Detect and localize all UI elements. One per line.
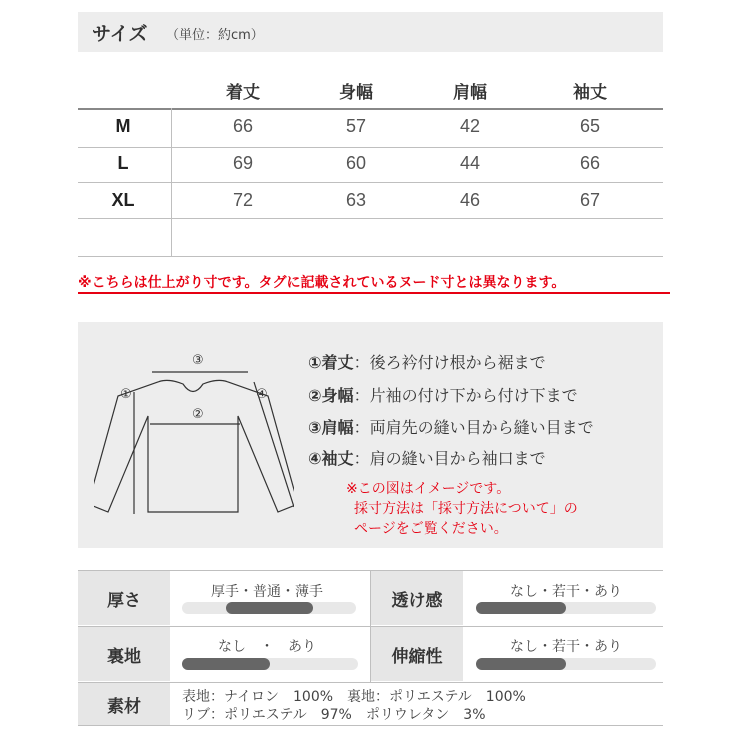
marker-4: ④	[256, 387, 268, 402]
stretch-bar	[476, 658, 656, 670]
legend-label: ①着丈	[308, 353, 354, 372]
lining-bar	[182, 658, 358, 670]
diagram-note-line: ページをご覧ください。	[354, 521, 508, 537]
shirt-diagram	[94, 342, 294, 552]
section-title: サイズ	[92, 23, 148, 45]
stretch-bar-fill	[476, 658, 566, 670]
attr-label-sheer: 透け感	[371, 571, 463, 625]
row-divider	[78, 182, 663, 183]
size-label: XL	[111, 190, 135, 210]
legend-desc: ：肩の縫い目から袖口まで	[353, 449, 546, 468]
header-divider	[78, 108, 663, 110]
table-border	[78, 725, 663, 726]
table-cell: 60	[345, 153, 367, 173]
header-shoulder: 肩幅	[453, 83, 487, 103]
legend-width	[308, 383, 578, 406]
fabric-attributes-table	[78, 570, 663, 726]
column-divider	[171, 108, 172, 256]
header-width: 身幅	[339, 83, 373, 103]
legend-length	[308, 350, 546, 373]
thickness-bar-fill	[226, 602, 313, 614]
table-cell: 44	[459, 153, 481, 173]
attr-label-material: 素材	[78, 683, 170, 725]
legend-desc: ：両肩先の縫い目から縫い目まで	[353, 418, 594, 437]
row-divider	[78, 218, 663, 219]
marker-1: ①	[120, 387, 132, 402]
table-cell: 42	[459, 116, 481, 136]
table-cell: 69	[232, 153, 254, 173]
row-divider	[78, 256, 663, 257]
attr-label-stretch: 伸縮性	[371, 627, 463, 681]
measurement-diagram-panel	[78, 322, 663, 548]
stretch-options: なし・若干・あり	[510, 639, 622, 655]
material-line-1: 表地：ナイロン 100% 裏地：ポリエステル 100%	[182, 689, 526, 705]
legend-label: ④袖丈	[308, 449, 354, 468]
thickness-options: 厚手・普通・薄手	[211, 584, 323, 600]
sheer-options: なし・若干・あり	[510, 584, 622, 600]
table-cell: 66	[579, 153, 601, 173]
table-cell: 63	[345, 190, 367, 210]
legend-desc: ：後ろ衿付け根から裾まで	[353, 353, 546, 372]
header-length: 着丈	[226, 83, 260, 103]
size-title-bar	[78, 12, 663, 52]
row-divider	[78, 147, 663, 148]
size-notice: ※こちらは仕上がり寸です。タグに記載されているヌード寸とは異なります。	[78, 275, 566, 291]
table-cell: 65	[579, 116, 601, 136]
attr-label-lining: 裏地	[78, 627, 170, 681]
legend-sleeve	[308, 446, 546, 469]
lining-options: なし ・ あり	[218, 639, 316, 655]
legend-label: ③肩幅	[308, 418, 354, 437]
thickness-bar	[182, 602, 356, 614]
table-row	[78, 116, 663, 146]
legend-shoulder	[308, 415, 594, 438]
marker-2: ②	[192, 407, 204, 422]
diagram-note-line: 採寸方法は「採寸方法について」の	[354, 501, 578, 517]
table-cell: 46	[459, 190, 481, 210]
lining-bar-fill	[182, 658, 270, 670]
diagram-note-line: ※この図はイメージです。	[346, 481, 511, 497]
header-sleeve: 袖丈	[573, 83, 607, 103]
attr-label-thickness: 厚さ	[78, 571, 170, 625]
material-line-2: リブ：ポリエステル 97% ポリウレタン 3%	[182, 707, 486, 723]
table-row	[78, 153, 663, 183]
size-table-header	[78, 78, 663, 108]
marker-3: ③	[192, 353, 204, 368]
sheer-bar	[476, 602, 656, 614]
table-cell: 66	[232, 116, 254, 136]
size-table	[78, 72, 663, 262]
table-row	[78, 190, 663, 220]
size-label: M	[115, 116, 131, 136]
unit-note: （単位：約cm）	[166, 28, 264, 43]
notice-underline	[78, 292, 670, 294]
legend-desc: ：片袖の付け下から付け下まで	[353, 386, 578, 405]
table-cell: 57	[345, 116, 367, 136]
size-label: L	[117, 153, 129, 173]
legend-label: ②身幅	[308, 386, 354, 405]
sheer-bar-fill	[476, 602, 566, 614]
table-cell: 72	[232, 190, 254, 210]
table-cell: 67	[579, 190, 601, 210]
